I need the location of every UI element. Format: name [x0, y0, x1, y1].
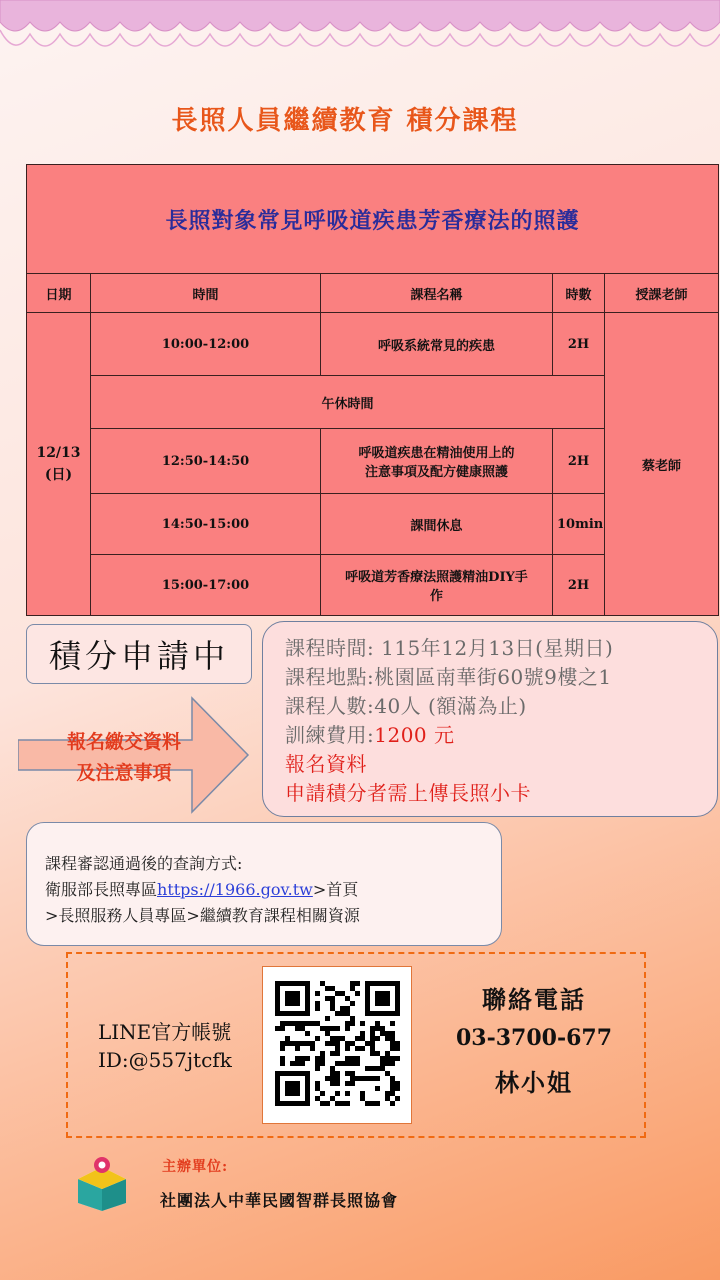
registration-info[interactable]: 報名資料 — [285, 752, 367, 776]
table-row-hours: 2H — [553, 313, 605, 376]
lunch-break-row: 午休時間 — [91, 376, 605, 429]
table-row-course: 呼吸系統常見的疾患 — [321, 313, 553, 376]
organizer-label: 主辦單位: — [162, 1159, 229, 1175]
teacher-cell: 蔡老師 — [605, 313, 719, 616]
table-row-hours: 2H — [553, 429, 605, 494]
page-title: 長照人員繼續教育 積分課程 — [171, 106, 519, 136]
credit-status-box: 積分申請中 — [26, 624, 252, 684]
date-cell — [27, 313, 91, 616]
query-prefix: 衛服部長照專區 — [45, 880, 158, 899]
table-row-time: 14:50-15:00 — [91, 494, 321, 555]
date-weekday: (日) — [44, 467, 73, 483]
table-row-hours: 10min — [553, 494, 605, 555]
query-line — [45, 877, 501, 903]
ltc-website-link[interactable]: https://1966.gov.tw — [157, 880, 313, 899]
line-account-id[interactable]: ID:@557jtcfk — [98, 1048, 232, 1072]
table-row-time: 12:50-14:50 — [91, 429, 321, 494]
line-official-account — [98, 1018, 232, 1074]
training-fee — [285, 721, 717, 750]
table-row-course — [321, 429, 553, 494]
lace-border-decoration — [0, 0, 720, 62]
header-hours: 時數 — [553, 274, 605, 313]
course-line: 呼吸道疾患在精油使用上的 — [358, 446, 515, 461]
organizer-name: 社團法人中華民國智群長照協會 — [160, 1191, 399, 1210]
course-location: 課程地點:桃園區南華街60號9樓之1 — [285, 665, 612, 689]
phone-number[interactable]: 03-3700-677 — [455, 1025, 613, 1051]
fee-label: 訓練費用: — [285, 723, 375, 747]
contact-person: 林小姐 — [495, 1068, 573, 1097]
table-row-hours: 2H — [553, 555, 605, 616]
table-row-course — [321, 555, 553, 616]
course-line: 注意事項及配方健康照護 — [364, 465, 508, 480]
line-account-label: LINE官方帳號 — [98, 1020, 232, 1044]
header-course-name: 課程名稱 — [321, 274, 553, 313]
course-info-box — [262, 621, 718, 817]
query-suffix: >首頁 — [312, 880, 359, 899]
course-line: 作 — [429, 589, 443, 604]
header-time: 時間 — [91, 274, 321, 313]
date-value: 12/13 — [36, 445, 81, 461]
credit-card-note: 申請積分者需上傳長照小卡 — [285, 781, 531, 805]
course-schedule-table — [26, 164, 719, 616]
qr-code-icon — [275, 981, 401, 1111]
header-teacher: 授課老師 — [605, 274, 719, 313]
table-row-time: 15:00-17:00 — [91, 555, 321, 616]
course-line: 呼吸道芳香療法照護精油DIY手 — [345, 570, 528, 585]
table-row-time: 10:00-12:00 — [91, 313, 321, 376]
query-line: 課程審認通過後的查詢方式: — [45, 854, 243, 873]
table-row-course: 課間休息 — [321, 494, 553, 555]
organization-logo-icon — [76, 1155, 128, 1211]
course-time: 課程時間: 115年12月13日(星期日) — [285, 636, 614, 660]
query-line: >長照服務人員專區>繼續教育課程相關資源 — [45, 906, 360, 925]
query-method-box — [26, 822, 502, 946]
course-capacity: 課程人數:40人 (額滿為止) — [285, 694, 527, 718]
header-date: 日期 — [27, 274, 91, 313]
course-title: 長照對象常見呼吸道疾患芳香療法的照護 — [27, 165, 719, 274]
arrow-label-line: 及注意事項 — [76, 762, 172, 784]
fee-value: 1200 元 — [374, 723, 455, 747]
contact-phone-block — [450, 980, 618, 1098]
registration-notice-label — [40, 727, 208, 789]
arrow-label-line: 報名繳交資料 — [66, 731, 181, 753]
qr-code[interactable] — [262, 966, 412, 1124]
phone-title: 聯絡電話 — [482, 985, 586, 1014]
